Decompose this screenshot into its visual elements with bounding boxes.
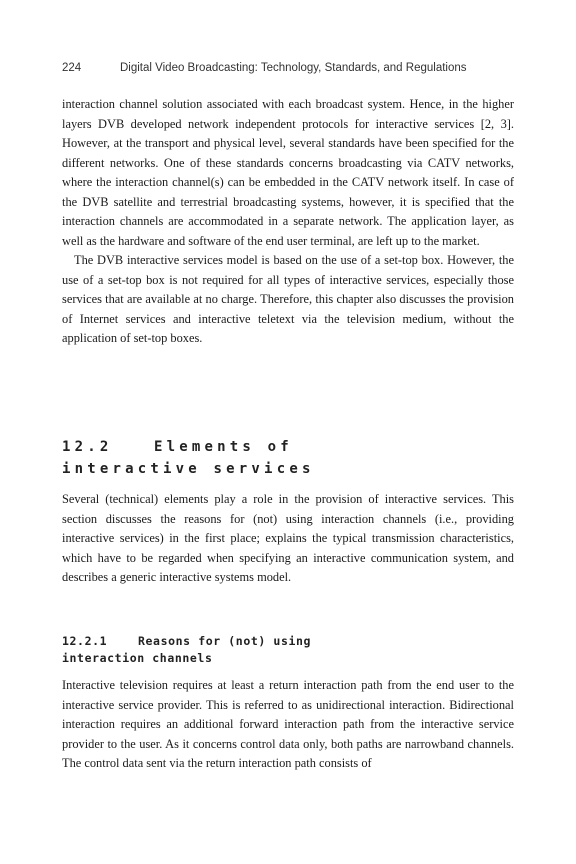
paragraph: The DVB interactive services model is based on the use of a set-top box. However, the use of a set-top box is not required for all types of interactive services, especially those services that are available at no charge. Therefore, this chapter also discusses the provision of Internet services and interactive teletext via the television medium, without the application of set-top boxes. xyxy=(62,253,514,345)
document-page xyxy=(62,0,514,864)
intro-text-block xyxy=(62,95,514,349)
running-header xyxy=(62,62,514,74)
paragraph: Several (technical) elements play a role in the provision of interactive services. This section discusses the reasons for (not) using interaction channels (i.e., providing interactive services) in the first place; explains the typical transmission characteristics, which have to be regarded when specifying an interactive communication system, and describes a generic interactive systems model. xyxy=(62,492,514,584)
section-text-block xyxy=(62,490,514,588)
subsection-text-block xyxy=(62,676,514,774)
section-heading xyxy=(62,436,315,480)
page-number: 224 xyxy=(62,62,82,74)
paragraph: interaction channel solution associated with each broadcast system. Hence, in the higher layers DVB developed network independent protocols for interactive services [2, 3]. However, at the transport and physical level, several standards have been specified for the different networks. One of these standards concerns broadcasting via CATV networks, where the interaction channel(s) can be embedded in the CATV network itself. In case of the DVB satellite and terrestrial broadcasting systems, however, it is specified that the interaction channels are accommodated in a separate network. The application layer, as well as the hardware and software of the end user terminal, are left up to the market. xyxy=(62,97,514,248)
subsection-title-line-1: Reasons for (not) using xyxy=(138,634,312,648)
subsection-number: 12.2.1 xyxy=(62,634,108,648)
subsection-heading xyxy=(62,633,311,667)
running-title: Digital Video Broadcasting: Technology, Standards, and Regulations xyxy=(120,62,467,74)
paragraph: Interactive television requires at least a return interaction path from the end user to the interactive service provider. This is referred to as unidirectional interaction. Bidirectional interaction requires an additional forward interaction path from the interactive service provider to the user. As it concerns control data only, both paths are narrowband channels. The control data sent via the return interaction path consists of xyxy=(62,678,514,770)
section-title-line-2: interactive services xyxy=(62,461,315,477)
section-title-line-1: Elements of xyxy=(154,439,293,455)
section-number: 12.2 xyxy=(62,439,113,455)
subsection-title-line-2: interaction channels xyxy=(62,651,213,665)
